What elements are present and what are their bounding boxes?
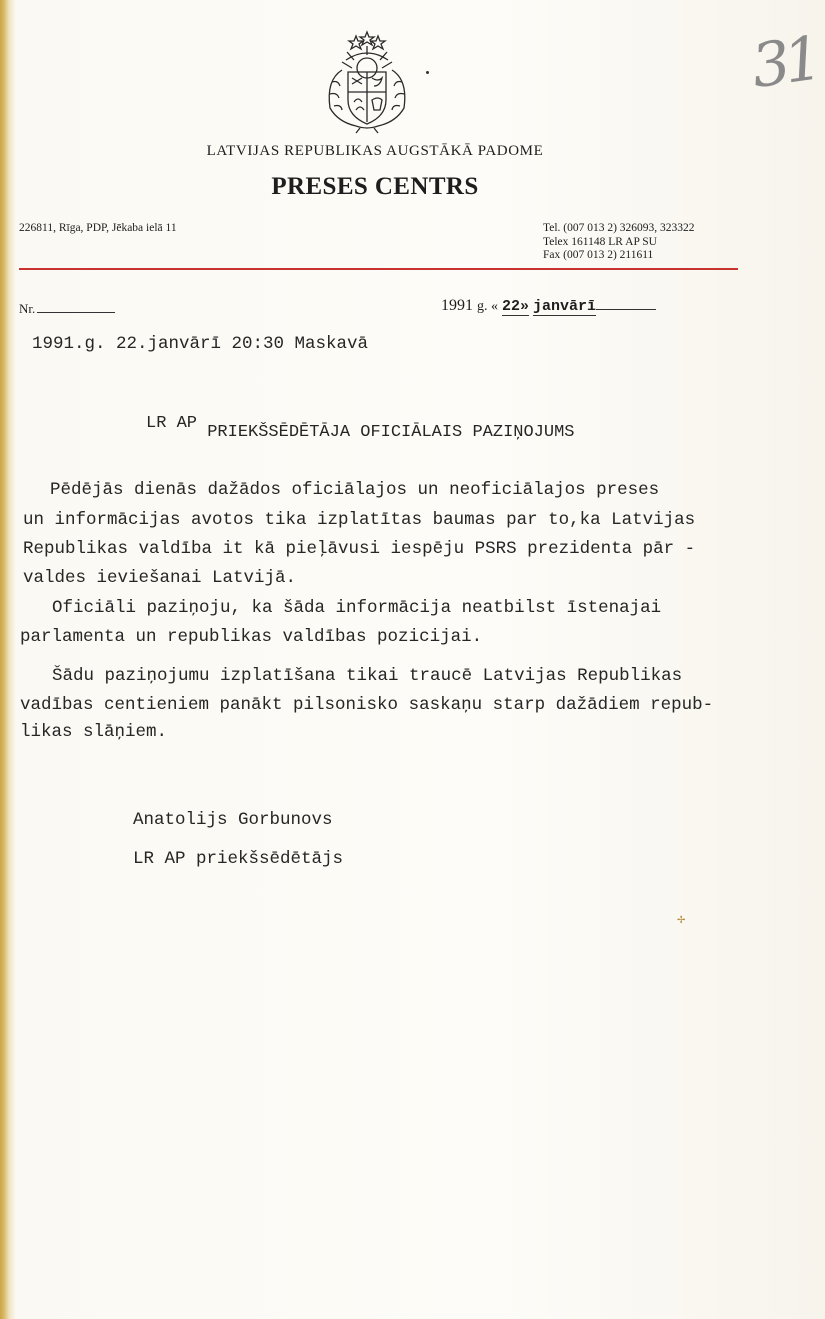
date-field <box>441 297 656 315</box>
paper-speck: ✢ <box>677 915 686 926</box>
body-line: vadības centieniem panākt pilsonisko saskaņu starp dažādiem repub- <box>20 695 714 715</box>
coat-of-arms-icon <box>312 30 422 134</box>
number-label: Nr. <box>19 301 36 316</box>
organization-name: LATVIJAS REPUBLIKAS AUGSTĀKĀ PADOME <box>206 143 544 159</box>
header-rule <box>19 268 738 270</box>
signature-name: Anatolijs Gorbunovs <box>133 810 333 830</box>
fax: Fax (007 013 2) 211611 <box>543 249 654 261</box>
date-month: janvārī <box>533 298 597 315</box>
number-blank <box>37 302 115 313</box>
telephone: Tel. (007 013 2) 326093, 323322 <box>543 222 695 234</box>
signature-title: LR AP priekšsēdētājs <box>133 849 344 869</box>
dateline: 1991.g. 22.janvārī 20:30 Maskavā <box>32 334 369 354</box>
date-year: 1991 <box>441 297 473 314</box>
body-line: parlamenta un republikas valdības pozicijai. <box>20 627 483 647</box>
date-blank <box>596 299 656 310</box>
organization-unit: PRESES CENTRS <box>271 173 479 200</box>
body-line: Šādu paziņojumu izplatīšana tikai traucē Latvijas Republikas <box>52 666 683 686</box>
body-line: likas slāņiem. <box>20 722 168 742</box>
heading-prefix: LR AP <box>146 414 198 433</box>
body-line: Republikas valdība it kā pieļāvusi iespēju PSRS prezidenta pār - <box>23 539 696 559</box>
heading-title: PRIEKŠSĒDĒTĀJA OFICIĀLAIS PAZIŅOJUMS <box>207 423 575 442</box>
dot-mark <box>426 71 429 74</box>
date-g: g. « <box>477 299 498 314</box>
body-line: Oficiāli paziņoju, ka šāda informācija neatbilst īstenajai <box>52 598 662 618</box>
body-line: un informācijas avotos tika izplatītas baumas par to,ka Latvijas <box>23 510 696 530</box>
date-day: 22» <box>502 298 530 315</box>
number-field <box>19 301 115 317</box>
address: 226811, Rīga, PDP, Jēkaba ielā 11 <box>19 222 177 234</box>
body-line: Pēdējās dienās dažādos oficiālajos un neoficiālajos preses <box>50 480 660 500</box>
contact-block <box>543 222 695 263</box>
statement-heading <box>146 414 575 442</box>
telex: Telex 161148 LR AP SU <box>543 235 657 248</box>
body-line: valdes ieviešanai Latvijā. <box>23 568 297 588</box>
handwritten-page-number: 31 <box>747 23 821 103</box>
